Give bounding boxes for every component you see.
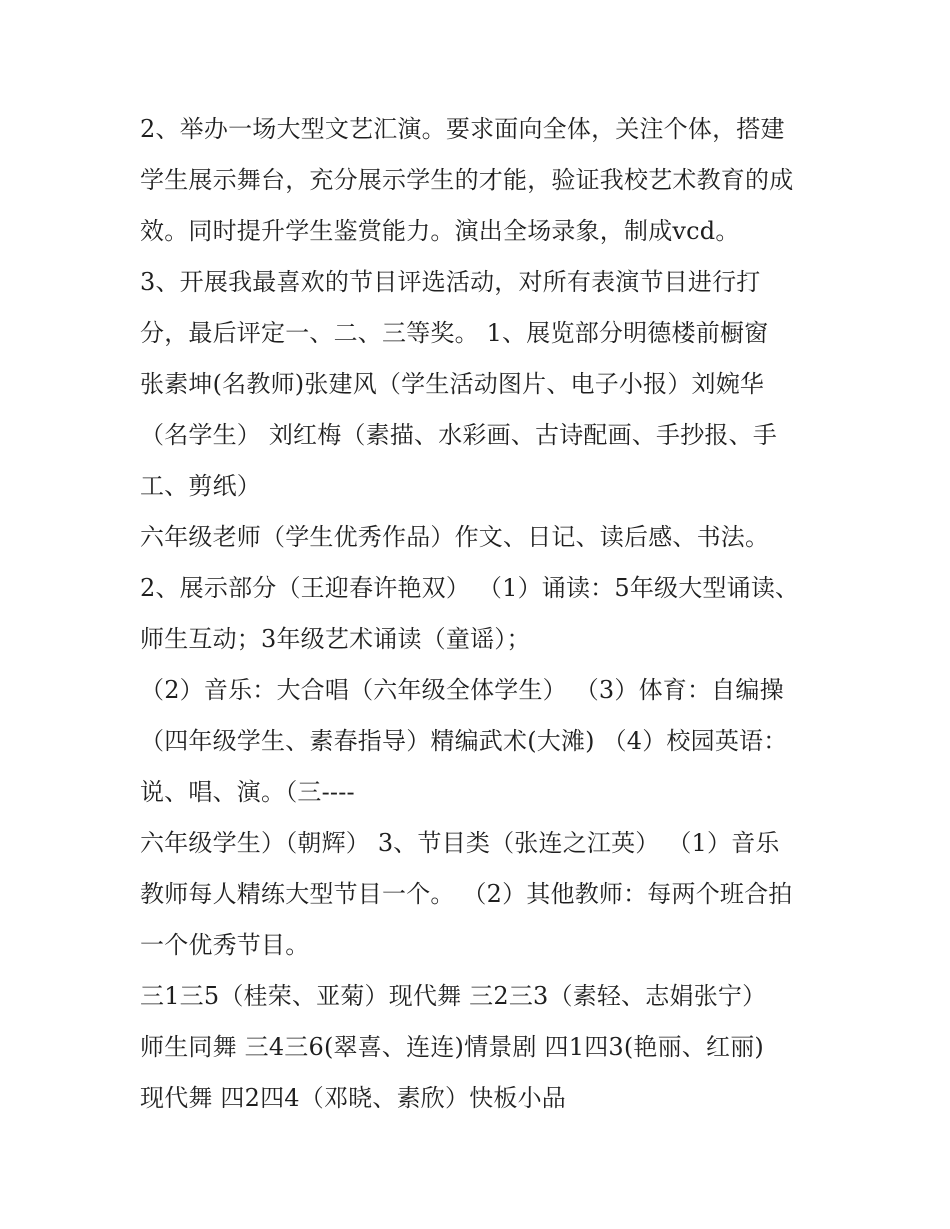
text-line-4: 3、开展我最喜欢的节目评选活动，对所有表演节目进行打 [140, 268, 761, 296]
text-line-10: 2、展示部分（王迎春许艳双） （1）诵读：5年级大型诵读、 [140, 574, 800, 602]
text-line-5: 分，最后评定一、二、三等奖。 1、展览部分明德楼前橱窗 [140, 319, 769, 347]
text-line-6: 张素坤(名教师)张建风（学生活动图片、电子小报）刘婉华 [140, 370, 765, 398]
text-line-13: （四年级学生、素春指导）精编武术(大滩) （4）校园英语： [140, 727, 788, 755]
text-line-3: 效。同时提升学生鉴赏能力。演出全场录象，制成vcd。 [140, 217, 740, 245]
text-line-1: 2、举办一场大型文艺汇演。要求面向全体，关注个体，搭建 [140, 115, 785, 143]
text-line-15: 六年级学生）（朝辉） 3、节目类（张连之江英） （1）音乐 [140, 829, 780, 857]
text-line-7: （名学生） 刘红梅（素描、水彩画、古诗配画、手抄报、手 [140, 421, 778, 449]
text-line-8: 工、剪纸） [140, 472, 261, 500]
text-line-17: 一个优秀节目。 [140, 931, 310, 959]
text-line-9: 六年级老师（学生优秀作品）作文、日记、读后感、书法。 [140, 523, 770, 551]
text-line-11: 师生互动；3年级艺术诵读（童谣）； [140, 625, 531, 653]
text-line-2: 学生展示舞台，充分展示学生的才能，验证我校艺术教育的成 [140, 166, 794, 194]
text-line-12: （2）音乐：大合唱（六年级全体学生） （3）体育：自编操 [140, 676, 784, 704]
text-line-19: 师生同舞 三4三6(翠喜、连连)情景剧 四1四3(艳丽、红丽) [140, 1033, 764, 1061]
text-line-16: 教师每人精练大型节目一个。 （2）其他教师：每两个班合拍 [140, 880, 793, 908]
text-line-14: 说、唱、演。（三---- [140, 778, 355, 806]
text-line-18: 三1三5（桂荣、亚菊）现代舞 三2三3（素轻、志娟张宁） [140, 982, 767, 1010]
text-line-20: 现代舞 四2四4（邓晓、素欣）快板小品 [140, 1084, 566, 1112]
document-body [140, 104, 830, 1124]
